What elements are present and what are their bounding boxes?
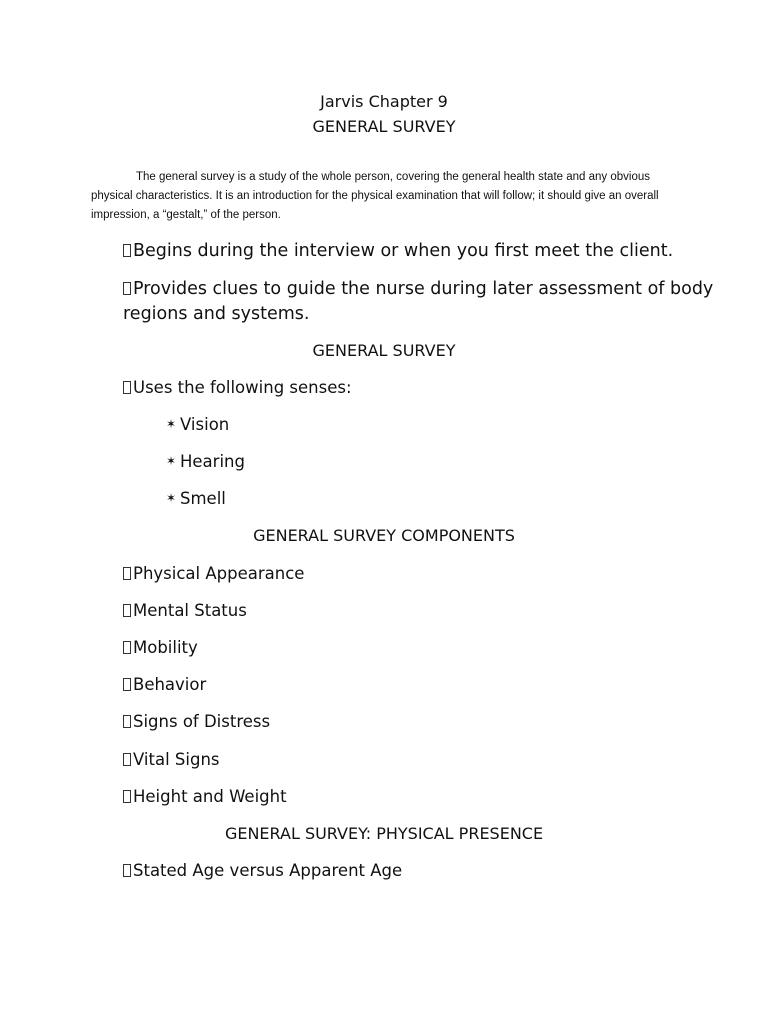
missing-glyph-box-icon	[123, 244, 131, 257]
star-bullet-icon: ✶	[166, 417, 177, 431]
sense-item-smell: ✶ Smell	[166, 489, 226, 508]
presence-item: Stated Age versus Apparent Age	[123, 861, 402, 880]
missing-glyph-box-icon	[123, 381, 131, 394]
bullet-item: Begins during the interview or when you first meet the client.	[123, 241, 673, 261]
bullet-item: Uses the following senses:	[123, 378, 352, 397]
section-heading-general-survey: GENERAL SURVEY	[312, 117, 456, 136]
missing-glyph-box-icon	[123, 864, 131, 877]
component-item: Vital Signs	[123, 750, 220, 769]
missing-glyph-box-icon	[123, 678, 131, 691]
section-heading-physical-presence: GENERAL SURVEY: PHYSICAL PRESENCE	[224, 824, 544, 843]
section-heading-components: GENERAL SURVEY COMPONENTS	[253, 526, 515, 545]
missing-glyph-box-icon	[123, 715, 131, 728]
document-title: Jarvis Chapter 9	[320, 92, 448, 111]
missing-glyph-box-icon	[123, 641, 131, 654]
missing-glyph-box-icon	[123, 567, 131, 580]
bullet-item-continuation: regions and systems.	[123, 304, 310, 324]
section-heading-general-survey-2: GENERAL SURVEY	[312, 341, 456, 360]
component-item: Physical Appearance	[123, 564, 304, 583]
sense-item-vision: ✶ Vision	[166, 415, 230, 434]
sense-item-hearing: ✶ Hearing	[166, 452, 245, 471]
component-item: Signs of Distress	[123, 712, 270, 731]
component-item: Mental Status	[123, 601, 247, 620]
component-item: Height and Weight	[123, 787, 287, 806]
missing-glyph-box-icon	[123, 790, 131, 803]
component-item: Behavior	[123, 675, 206, 694]
star-bullet-icon: ✶	[166, 491, 177, 505]
component-item: Mobility	[123, 638, 198, 657]
missing-glyph-box-icon	[123, 753, 131, 766]
missing-glyph-box-icon	[123, 604, 131, 617]
star-bullet-icon: ✶	[166, 454, 177, 468]
missing-glyph-box-icon	[123, 282, 131, 295]
intro-paragraph: The general survey is a study of the whole person, covering the general health state and any obvious physical characteristics. It is an introduction for the physical examination that will follow; it should give an overall impression, a “gestalt,” of the person.	[91, 171, 659, 221]
bullet-item: Provides clues to guide the nurse during later assessment of body	[123, 279, 713, 299]
